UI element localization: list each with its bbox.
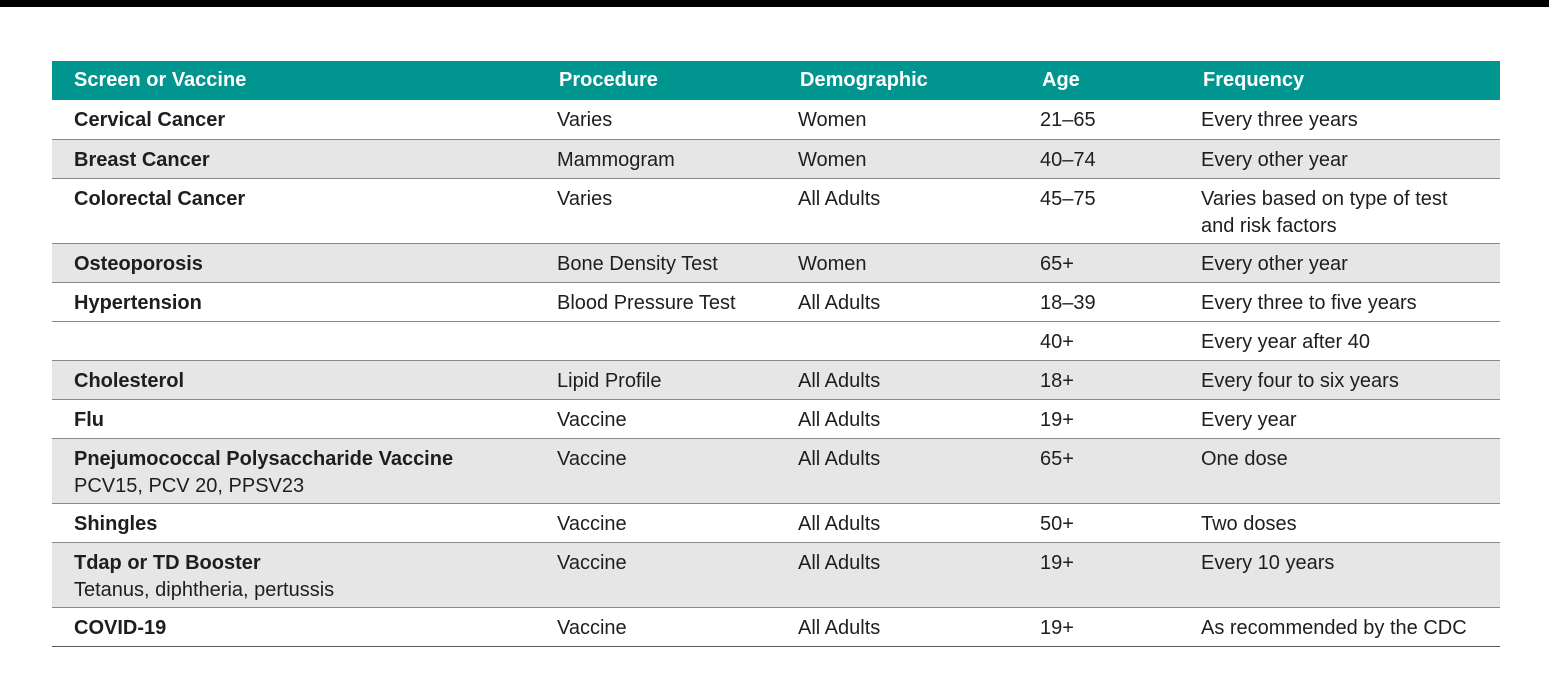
procedure-cell <box>555 321 796 360</box>
table-row <box>52 243 1500 282</box>
demographic-cell: All Adults <box>796 282 1038 321</box>
age-cell: 40+ <box>1038 321 1199 360</box>
procedure-cell: Blood Pressure Test <box>555 282 796 321</box>
screen-name: Pnejumococcal Polysaccharide Vaccine <box>74 447 454 470</box>
screen-cell <box>52 360 555 399</box>
age-cell: 50+ <box>1038 503 1199 542</box>
screen-cell <box>52 503 555 542</box>
table-row <box>52 178 1500 243</box>
screen-cell <box>52 178 555 243</box>
age-cell: 65+ <box>1038 243 1199 282</box>
column-header-age: Age <box>1042 69 1080 91</box>
screen-name: COVID-19 <box>74 616 167 639</box>
procedure-cell: Mammogram <box>555 139 796 178</box>
frequency-text: One dose <box>1201 447 1288 470</box>
age-cell: 65+ <box>1038 438 1199 503</box>
demographic-cell: Women <box>796 100 1038 139</box>
screen-name: Osteoporosis <box>74 252 203 275</box>
frequency-text: Every other year <box>1201 252 1348 275</box>
screen-name: Flu <box>74 408 104 431</box>
age-cell: 21–65 <box>1038 100 1199 139</box>
frequency-cell <box>1199 438 1500 503</box>
table-row <box>52 139 1500 178</box>
table-row <box>52 607 1500 646</box>
frequency-text: Every other year <box>1201 148 1348 171</box>
screen-cell <box>52 321 555 360</box>
frequency-cell <box>1199 607 1500 646</box>
screen-cell <box>52 438 555 503</box>
screen-cell <box>52 100 555 139</box>
procedure-cell: Vaccine <box>555 542 796 607</box>
screen-cell <box>52 542 555 607</box>
procedure-cell: Varies <box>555 178 796 243</box>
demographic-cell: All Adults <box>796 399 1038 438</box>
column-header-frequency: Frequency <box>1203 69 1305 91</box>
frequency-cell <box>1199 321 1500 360</box>
frequency-cell <box>1199 282 1500 321</box>
screen-name: Cholesterol <box>74 369 185 392</box>
frequency-text: Varies based on type of test <box>1201 187 1448 210</box>
demographic-cell: Women <box>796 243 1038 282</box>
procedure-cell: Vaccine <box>555 503 796 542</box>
screen-name: Shingles <box>74 512 158 535</box>
screen-cell <box>52 282 555 321</box>
procedure-cell: Vaccine <box>555 607 796 646</box>
frequency-text: As recommended by the CDC <box>1201 616 1467 639</box>
top-border-bar <box>0 0 1549 7</box>
screen-name: Breast Cancer <box>74 148 210 171</box>
screen-cell <box>52 399 555 438</box>
procedure-cell: Varies <box>555 100 796 139</box>
table-row <box>52 100 1500 139</box>
screen-name: Cervical Cancer <box>74 109 226 131</box>
demographic-cell: All Adults <box>796 607 1038 646</box>
age-cell: 19+ <box>1038 542 1199 607</box>
frequency-text: Every three to five years <box>1201 291 1417 314</box>
table-row <box>52 282 1500 321</box>
frequency-text: Every year after 40 <box>1201 330 1370 353</box>
table-row <box>52 438 1500 503</box>
table-row <box>52 360 1500 399</box>
procedure-cell: Bone Density Test <box>555 243 796 282</box>
frequency-cell <box>1199 360 1500 399</box>
column-header-demographic: Demographic <box>800 69 928 91</box>
frequency-text: Every 10 years <box>1201 551 1335 574</box>
age-cell: 19+ <box>1038 399 1199 438</box>
screen-subtitle: PCV15, PCV 20, PPSV23 <box>74 474 305 497</box>
demographic-cell: Women <box>796 139 1038 178</box>
age-cell: 19+ <box>1038 607 1199 646</box>
frequency-cell <box>1199 542 1500 607</box>
screening-schedule-table <box>52 61 1500 647</box>
demographic-cell <box>796 321 1038 360</box>
age-cell: 18–39 <box>1038 282 1199 321</box>
table-header-row <box>52 61 1500 100</box>
age-cell: 45–75 <box>1038 178 1199 243</box>
frequency-cell <box>1199 100 1500 139</box>
table-row <box>52 542 1500 607</box>
demographic-cell: All Adults <box>796 178 1038 243</box>
screen-cell <box>52 243 555 282</box>
table-row <box>52 503 1500 542</box>
frequency-cell <box>1199 139 1500 178</box>
frequency-cell <box>1199 178 1500 243</box>
frequency-text: Every three years <box>1201 109 1358 131</box>
demographic-cell: All Adults <box>796 360 1038 399</box>
age-cell: 40–74 <box>1038 139 1199 178</box>
frequency-cell <box>1199 243 1500 282</box>
frequency-text-line-2: and risk factors <box>1201 214 1337 237</box>
table-row <box>52 399 1500 438</box>
demographic-cell: All Adults <box>796 438 1038 503</box>
table-row <box>52 321 1500 360</box>
frequency-cell <box>1199 503 1500 542</box>
column-header-screen-or-vaccine: Screen or Vaccine <box>74 69 247 91</box>
frequency-cell <box>1199 399 1500 438</box>
screen-cell <box>52 607 555 646</box>
frequency-text: Two doses <box>1201 512 1297 535</box>
screen-name: Colorectal Cancer <box>74 187 246 210</box>
procedure-cell: Lipid Profile <box>555 360 796 399</box>
age-cell: 18+ <box>1038 360 1199 399</box>
demographic-cell: All Adults <box>796 503 1038 542</box>
screen-cell <box>52 139 555 178</box>
screen-name: Hypertension <box>74 291 202 314</box>
procedure-cell: Vaccine <box>555 399 796 438</box>
column-header-procedure: Procedure <box>559 69 658 91</box>
frequency-text: Every year <box>1201 408 1297 431</box>
screen-name: Tdap or TD Booster <box>74 551 261 574</box>
screen-subtitle: Tetanus, diphtheria, pertussis <box>74 578 335 601</box>
procedure-cell: Vaccine <box>555 438 796 503</box>
demographic-cell: All Adults <box>796 542 1038 607</box>
frequency-text: Every four to six years <box>1201 369 1399 392</box>
